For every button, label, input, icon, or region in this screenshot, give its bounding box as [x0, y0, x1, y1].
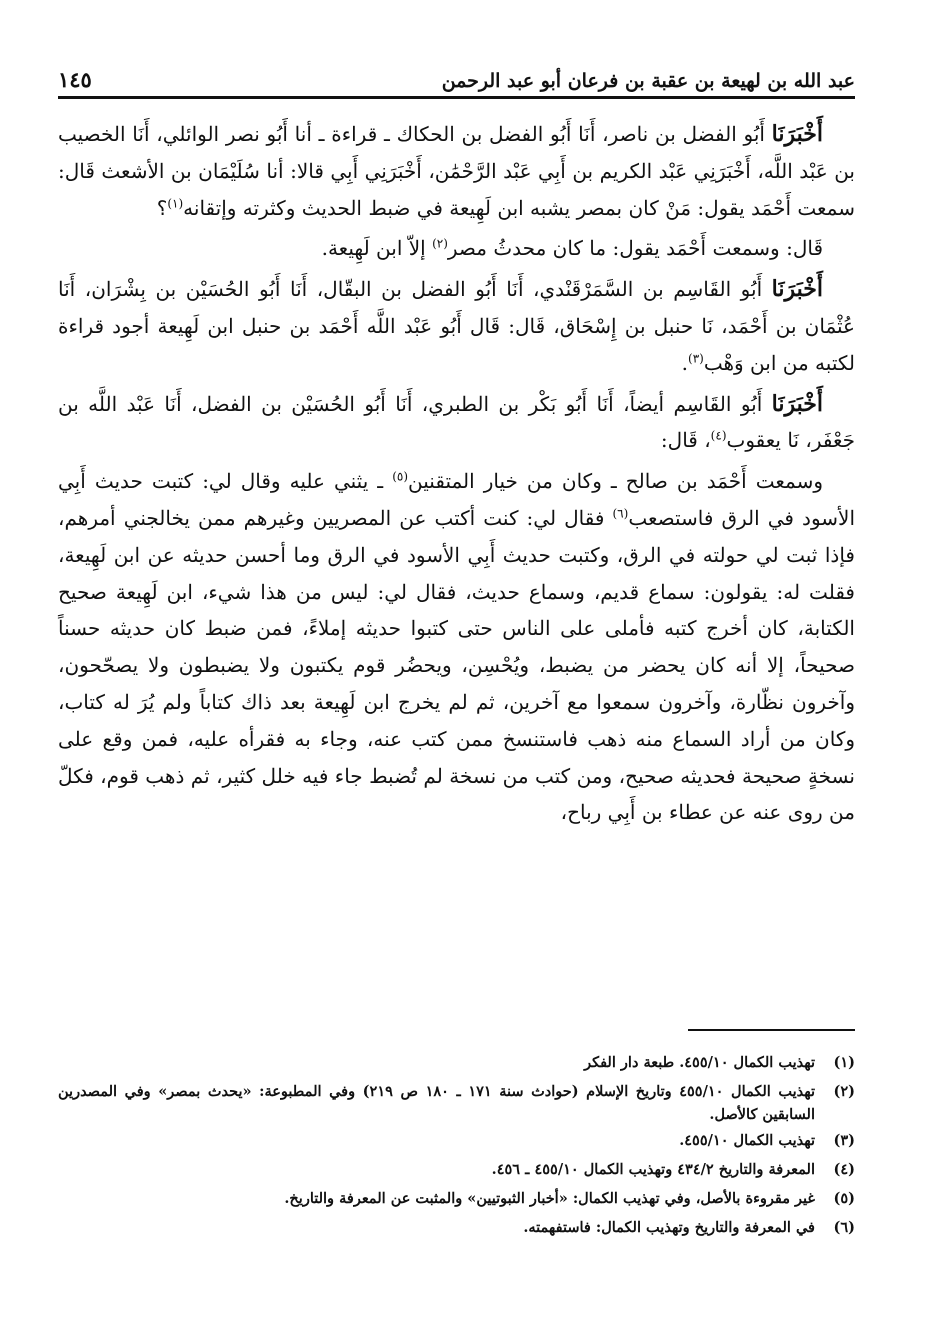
footnote-number: (٣) — [833, 1132, 855, 1149]
footnote-text: تهذيب الكمال ٤٥٥/١٠. — [679, 1132, 815, 1149]
paragraph-4 — [58, 386, 855, 460]
paragraph-text: ـ يثني عليه وقال لي: كتبت حديث أَبِي الأسود في الرق فاستصعب — [58, 469, 855, 530]
footnote-text: المعرفة والتاريخ ٤٣٤/٢ وتهذيب الكمال ٤٥٥/١٠ ـ ٤٥٦. — [491, 1161, 815, 1178]
footnote-number: (١) — [833, 1054, 855, 1071]
paragraph-text: أَبُو الفضل بن ناصر، أَنَا أَبُو الفضل بن الحكاك ـ قراءة ـ أنا أَبُو نصر الوائلي، أَنَا الخصيب بن عَبْد اللَّه، أَخْبَرَنِي عَبْد الكريم بن أَبِي عَبْد الرَّحْمَٰن، أَخْبَرَنِي أَبِي قالا: أنا سُلَيْمَان بن الأشعث قَال: سمعت أَحْمَد يقول: مَنْ كان بمصر يشبه ابن لَهِيعة في ضبط الحديث وكثرته وإتقانه — [58, 122, 855, 220]
footnote-marker: (٥) — [392, 469, 409, 484]
footnote-2 — [58, 1077, 855, 1126]
footnote-5 — [58, 1184, 855, 1213]
footnote-3 — [58, 1126, 855, 1155]
footnote-number: (٥) — [833, 1190, 855, 1207]
footnote-4 — [58, 1155, 855, 1184]
keyword-akhbarana: أَخْبَرَنَا — [771, 390, 823, 417]
footnote-marker: (٦) — [612, 506, 629, 521]
footnote-divider — [688, 1029, 855, 1031]
keyword-akhbarana: أَخْبَرَنَا — [771, 276, 823, 303]
paragraph-text: فقال لي: كنت أكتب عن المصريين وغيرهم ممن يخالجني أمرهم، فإذا ثبت لي حولته في الرق، وكتبت حديث أَبِي الأسود في الرق وما أحسن حديثه عن ابن لَهِيعة، فقلت له: يقولون: سماع قديم، وسماع حديث، فقال لي: ليس من هذا شيء، ابن لَهِيعة صحيح الكتابة، كان أخرج كتبه فأملى على الناس حتى كتبوا حديثه إملاءً، فمن ضبط كان حديثه حسناً صحيحاً، إلا أنه كان يحضر من يضبط، ويُحْسِن، ويحضُر قوم يكتبون ولا يضبطون ولا يصحّحون، وآخرون نظّارة، وآخرون سمعوا مع آخرين، ثم لم يخرج ابن لَهِيعة بعد ذاك كتاباً ولم يُرَ له كتاب، وكان من أراد السماع منه ذهب فاستنسخ ممن كتب عنه، وجاء به فقرأه عليه، فمن وقع على نسخةٍ صحيحة فحديثه صحيح، ومن كتب من نسخة لم تُضبط جاء فيه خلل كثير، ثم ذهب قوم، فكلّ من روى عنه عن عطاء بن أَبِي رباح، — [58, 505, 855, 825]
footnote-number: (٢) — [833, 1083, 855, 1100]
paragraph-text: قَال: وسمعت أَحْمَد يقول: ما كان محدثُ مصر — [447, 236, 823, 261]
footnotes — [58, 1048, 855, 1242]
footnote-marker: (١) — [167, 195, 184, 210]
running-header — [58, 58, 855, 99]
paragraph-end: ؟ — [156, 195, 168, 220]
footnote-text: غير مقروءة بالأصل، وفي تهذيب الكمال: «أخبار الثبوتيين» والمثبت عن المعرفة والتاريخ. — [284, 1190, 815, 1207]
paragraph-end: ، قَال: — [660, 428, 711, 453]
footnote-text: تهذيب الكمال ٤٥٥/١٠ وتاريخ الإسلام (حوادث سنة ١٧١ ـ ١٨٠ ص ٢١٩) وفي المطبوعة: «يحدث بمصر» وفي المصدرين السابقين كالأصل. — [58, 1083, 816, 1123]
paragraph-text: أَبُو القَاسِم بن السَّمَرْقَنْدي، أَنَا أَبُو الفضل بن البقّال، أَنَا أَبُو الحُسَيْن بن بِشْرَان، أَنَا عُثْمَان بن أَحْمَد، نَا حنبل بن إِسْحَاق، قَال: قَال أَبُو عَبْد اللَّه أَحْمَد بن حنبل ابن لَهِيعة أجود قراءة لكتبه من ابن وَهْب — [58, 277, 855, 375]
paragraph-1 — [58, 116, 855, 226]
footnote-marker: (٣) — [688, 351, 704, 366]
paragraph-5 — [58, 463, 855, 831]
paragraph-text: وسمعت أَحْمَد بن صالح ـ وكان من خيار المتقنين — [408, 469, 823, 494]
footnote-6 — [58, 1213, 855, 1242]
paragraph-text: أَبُو القَاسِم أيضاً، أَنَا أَبُو بَكْر بن الطبري، أَنَا أَبُو الحُسَيْن بن الفضل، أَنَا عَبْد اللَّه بن جَعْفَر، نَا يعقوب — [58, 391, 855, 453]
footnote-number: (٤) — [833, 1161, 855, 1178]
footnote-text: في المعرفة والتاريخ وتهذيب الكمال: فاستفهمته. — [523, 1219, 815, 1236]
paragraph-end: . — [681, 350, 689, 375]
keyword-akhbarana: أَخْبَرَنَا — [771, 121, 823, 147]
footnote-text: تهذيب الكمال ٤٥٥/١٠. طبعة دار الفكر — [584, 1054, 815, 1071]
main-text — [58, 116, 855, 831]
footnote-number: (٦) — [833, 1219, 855, 1236]
header-title: عبد الله بن لهيعة بن عقبة بن فرعان أبو عبد الرحمن — [441, 70, 855, 92]
paragraph-3 — [58, 271, 855, 381]
footnote-marker: (٤) — [710, 428, 727, 443]
page-number: ١٤٥ — [58, 67, 92, 92]
paragraph-2 — [58, 230, 855, 267]
paragraph-end: إلاّ ابن لَهِيعة. — [321, 236, 433, 261]
footnote-1 — [58, 1048, 855, 1077]
footnote-marker: (٢) — [432, 236, 448, 251]
